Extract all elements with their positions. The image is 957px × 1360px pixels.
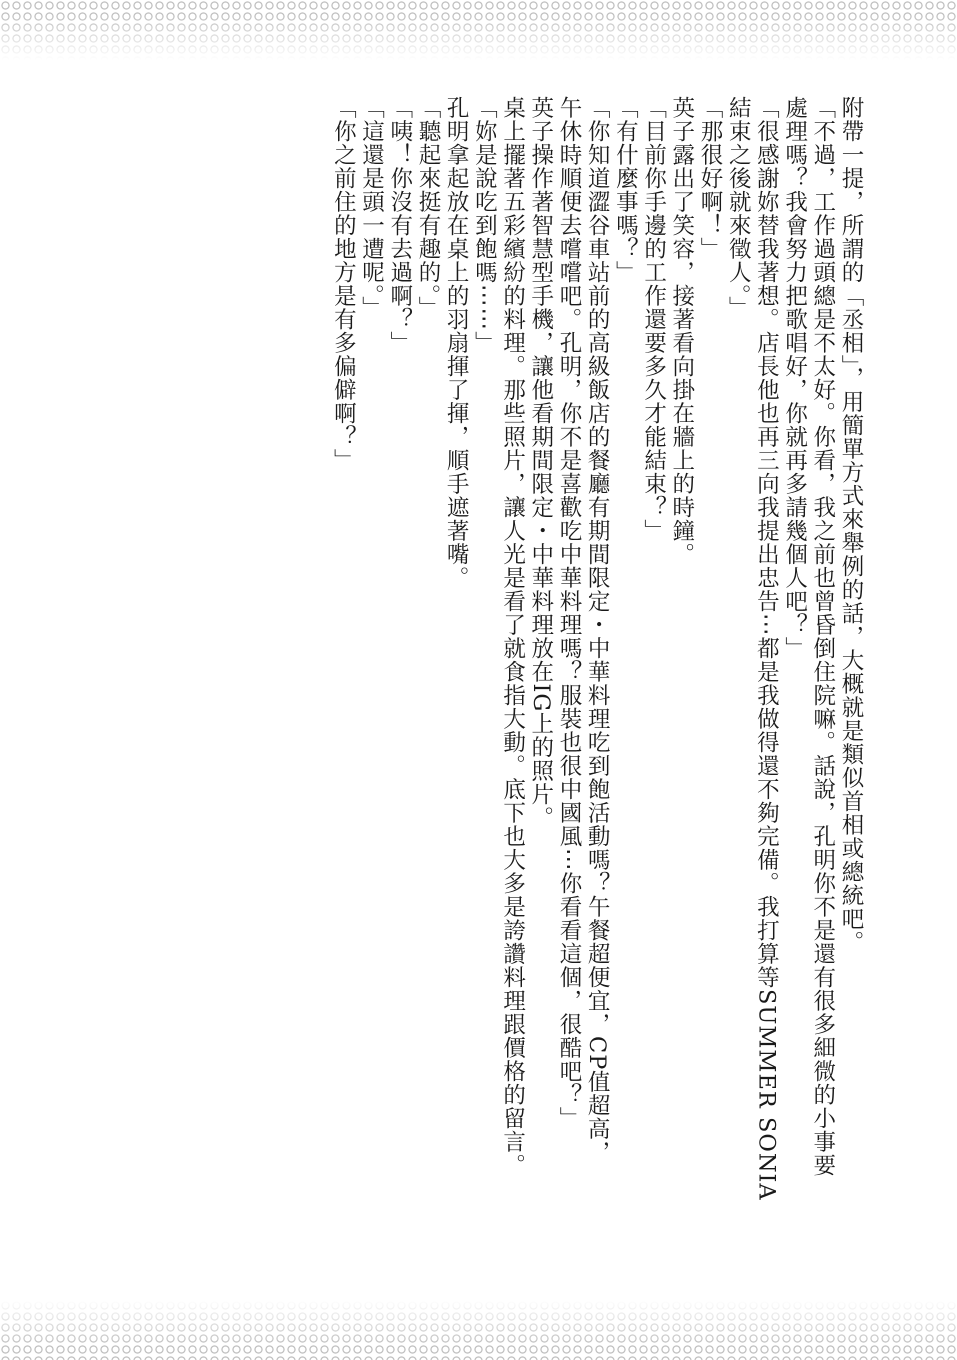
text-line: 「聽起來挺有趣的。」 xyxy=(414,96,441,320)
text-line: 結束之後就來徵人。」 xyxy=(725,96,752,320)
text-line: 「有什麼事嗎？」 xyxy=(612,96,639,284)
text-line: 「很感謝妳替我著想。店長他也再三向我提出忠告⋯都是我做得還不夠完備。我打算等SUMMER SONIA xyxy=(753,96,780,1201)
text-line: 「那很好啊！」 xyxy=(696,96,723,261)
text-line: 「目前你手邊的工作還要多久才能結束？」 xyxy=(640,96,667,543)
text-line: 「這還是頭一遭呢。」 xyxy=(358,96,385,320)
text-line: 「咦！你沒有去過啊？」 xyxy=(386,96,413,355)
text-line: 「你知道澀谷車站前的高級飯店的餐廳有期間限定・中華料理吃到飽活動嗎？午餐超便宜，CP值超高， xyxy=(584,96,611,1165)
text-line: 英子露出了笑容，接著看向掛在牆上的時鐘。 xyxy=(668,96,695,566)
text-line: 「不過，工作過頭總是不太好。你看，我之前也曾昏倒住院嘛。話說，孔明你不是還有很多細微的小事要 xyxy=(809,96,836,1177)
text-line: 處理嗎？我會努力把歌唱好，你就再多請幾個人吧？」 xyxy=(781,96,808,660)
text-line: 附帶一提，所謂的「丞相」，用簡單方式來舉例的話，大概就是類似首相或總統吧。 xyxy=(838,96,864,955)
text-line: 「你之前住的地方是有多偏僻啊？」 xyxy=(330,96,357,472)
text-line: 孔明拿起放在桌上的羽扇揮了揮，順手遮著嘴。 xyxy=(443,96,470,590)
text-line: 英子操作著智慧型手機，讓他看期間限定・中華料理放在IG上的照片。 xyxy=(527,96,554,830)
text-line: 午休時順便去嚐嚐吧。孔明，你不是喜歡吃中華料理嗎？服裝也很中國風⋯你看看這個，很酷吧？」 xyxy=(555,96,582,1130)
text-line: 桌上擺著五彩繽紛的料理。那些照片，讓人光是看了就食指大動。底下也大多是誇讚料理跟價格的留言。 xyxy=(499,96,526,1177)
text-line: 「妳是說吃到飽嗎⋯⋯」 xyxy=(471,96,498,355)
top-decorative-border xyxy=(0,0,957,60)
vertical-text-body xyxy=(329,96,865,1316)
